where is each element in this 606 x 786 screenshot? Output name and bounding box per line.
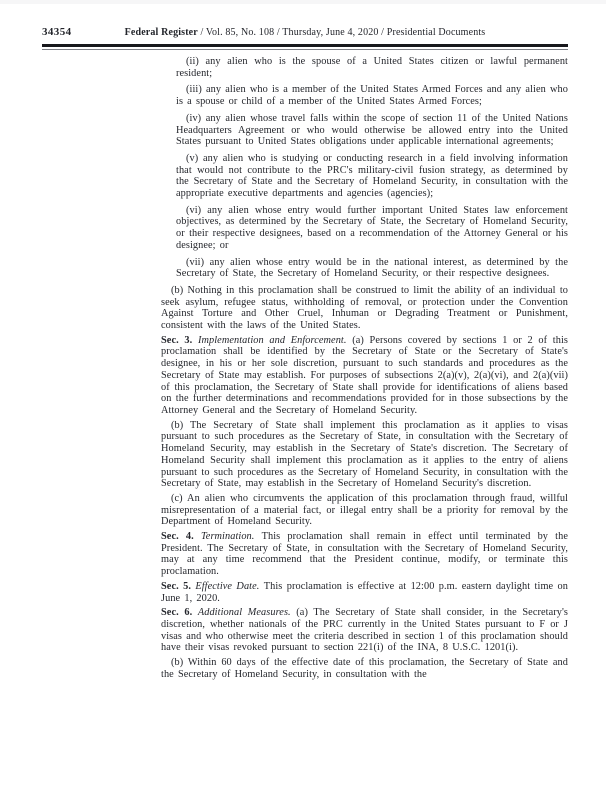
paragraph-text: This proclamation shall remain in effect until terminated by the President. The Secretary of State, in consultation with the Secretary of Homeland Security, may at any time recommend that the President continue, modify, or terminate this proclamation. — [161, 531, 568, 578]
body-paragraph — [161, 493, 568, 528]
paragraph-text: (vi) any alien whose entry would further important United States law enforcement objectives, as determined by the Secretary of State, the Secretary of Homeland Security, or their respective designees, based on a recommendation of the Attorney General or his designee; or — [176, 204, 568, 251]
running-head-citation: / Vol. 85, No. 108 / Thursday, June 4, 2020 / Presidential Documents — [197, 27, 486, 38]
running-head-row — [42, 26, 568, 41]
paragraph-text: (a) The Secretary of State shall consider, in the Secretary's discretion, whether nationals of the PRC currently in the United States pursuant to F or J visas and who otherwise meet the criteria described in section 1 of this proclamation should have their visas revoked pursuant to section 221(i) of the INA, 8 U.S.C. 1201(i). — [161, 607, 568, 654]
paragraph-text: This proclamation is effective at 12:00 p.m. eastern daylight time on June 1, 2020. — [161, 580, 568, 604]
paragraph-text: (b) The Secretary of State shall implement this proclamation as it applies to visas pursuant to such procedures as the Secretary of State, in consultation with the Secretary of Homeland Security, may establish in the Secretary of State's discretion. The Secretary of Homeland Security shall implement this proclamation as it applies to the entry of aliens pursuant to such procedures as the Secretary of Homeland Security, in consultation with the Secretary of State, may establish in the Secretary of Homeland Security's discretion. — [161, 419, 568, 490]
sub-item-paragraph — [176, 205, 568, 252]
paragraph-text: (a) Persons covered by sections 1 or 2 of this proclamation shall be identified by the Secretary of State or the Secretary of State's designee, in his or her sole discretion, pursuant to such standards and procedures as the Secretary of State may establish. For purposes of subsections 2(a)(v), 2(a)(vi), and 2(a)(vii) of this proclamation, the Secretary of State shall provide for identifications of aliens based on the further determinations and recommendations provided for in those subsections by the Attorney General and the Secretary of Homeland Security. — [161, 334, 568, 416]
sub-item-paragraph — [176, 84, 568, 107]
header-rule-thick — [42, 44, 568, 47]
body-paragraph — [161, 420, 568, 490]
document-body — [161, 56, 568, 683]
section-title: Termination. — [200, 531, 262, 543]
body-paragraph — [161, 657, 568, 680]
page-number: 34354 — [42, 26, 72, 38]
paragraph-text: (ii) any alien who is the spouse of a United States citizen or lawful permanent resident; — [176, 56, 568, 79]
header-rule-thin — [42, 49, 568, 50]
section-paragraph — [161, 607, 568, 654]
sub-item-paragraph — [176, 153, 568, 200]
page-header — [42, 26, 568, 50]
section-paragraph — [161, 335, 568, 417]
paragraph-text: (vii) any alien whose entry would be in the national interest, as determined by the Secretary of State, the Secretary of Homeland Security, or their respective designees. — [176, 256, 568, 280]
paragraph-text: (iii) any alien who is a member of the United States Armed Forces and any alien who is a spouse or child of a member of the United States Armed Forces; — [176, 84, 568, 108]
body-paragraph — [161, 285, 568, 332]
section-title: Effective Date. — [195, 580, 264, 592]
section-number-label: Sec. 6. — [161, 607, 198, 619]
paragraph-text: (c) An alien who circumvents the application of this proclamation through fraud, willful misrepresentation of a material fact, or illegal entry shall be a priority for removal by the Department of Homeland Security. — [161, 492, 568, 528]
section-number-label: Sec. 5. — [161, 580, 196, 592]
paragraph-text: (v) any alien who is studying or conducting research in a field involving information that would not contribute to the PRC's military-civil fusion strategy, as determined by the Secretary of State and the Secretary of Homeland Security, in consultation with the appropriate executive departments and agencies (agencies); — [176, 152, 568, 200]
paragraph-text: (b) Within 60 days of the effective date of this proclamation, the Secretary of State and the Secretary of Homeland Security, in consultation with the — [161, 657, 568, 680]
section-number-label: Sec. 4. — [161, 531, 201, 543]
journal-name: Federal Register — [124, 27, 198, 38]
sub-item-paragraph — [176, 113, 568, 148]
scan-top-edge — [0, 0, 606, 4]
section-paragraph — [161, 581, 568, 604]
section-title: Implementation and Enforcement. — [197, 334, 353, 346]
section-paragraph — [161, 531, 568, 578]
paragraph-text: (b) Nothing in this proclamation shall be construed to limit the ability of an individual to seek asylum, refugee status, withholding of removal, or protection under the Convention Against Torture and Other Cruel, Inhuman or Degrading Treatment or Punishment, consistent with the laws of the United States. — [161, 284, 568, 332]
sub-item-paragraph — [176, 56, 568, 79]
running-head — [42, 27, 568, 38]
paragraph-text: (iv) any alien whose travel falls within the scope of section 11 of the United Nations Headquarters Agreement or who would otherwise be allowed entry into the United States pursuant to United States obligations under applicable international agreements; — [176, 112, 568, 148]
sub-item-paragraph — [176, 257, 568, 280]
section-number-label: Sec. 3. — [161, 334, 198, 346]
section-title: Additional Measures. — [197, 607, 297, 619]
